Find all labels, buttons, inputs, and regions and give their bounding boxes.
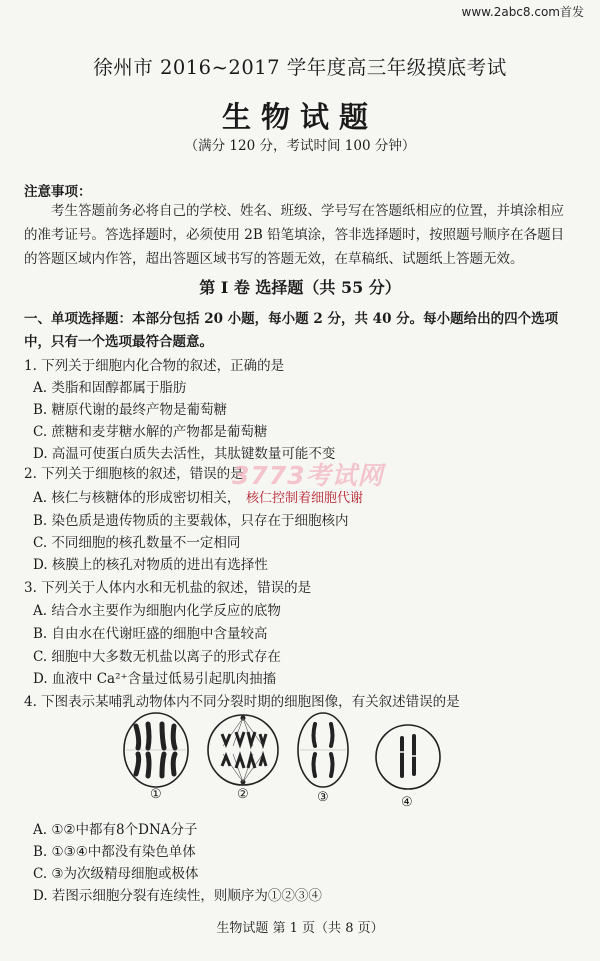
question-4-option-c: C. ③为次级精母细胞或极体 xyxy=(33,866,199,882)
question-3-option-a: A. 结合水主要作为细胞内化学反应的底物 xyxy=(33,603,281,619)
notes-body: 考生答题前务必将自己的学校、姓名、班级、学号写在答题纸相应的位置，并填涂相应的准考证号。答选择题时，必须使用 2B 铅笔填涂，答非选择题时，按照题号顺序在各题目的答题区域内作答，超出答题区域书写的答题无效，在草稿纸、试题纸上答题无效。 xyxy=(24,203,565,267)
question-3-option-b: B. 自由水在代谢旺盛的细胞中含量较高 xyxy=(33,626,268,642)
cell-4-figure xyxy=(376,725,440,789)
question-2-option-a: A. 核仁与核糖体的形成密切相关， xyxy=(33,490,241,506)
question-1-option-d: D. 高温可使蛋白质失去活性，其肽键数量可能不变 xyxy=(33,446,336,462)
question-4-option-b: B. ①③④中都没有染色单体 xyxy=(33,844,196,860)
notes-heading: 注意事项： xyxy=(24,184,92,200)
exam-title: 徐州市 2016~2017 学年度高三年级摸底考试 xyxy=(93,56,507,79)
subject-title: 生物试题 xyxy=(221,100,378,134)
question-3-stem: 3. 下列关于人体内水和无机盐的叙述，错误的是 xyxy=(24,580,312,596)
question-1-option-c: C. 蔗糖和麦芽糖水解的产物都是葡萄糖 xyxy=(33,424,268,440)
watermark-logo: 3773考试网 xyxy=(232,461,384,490)
question-2-option-d: D. 核膜上的核孔对物质的进出有选择性 xyxy=(33,557,268,573)
question-2-stem: 2. 下列关于细胞核的叙述，错误的是 xyxy=(24,466,244,482)
watermark-url: www.2abc8.com首发 xyxy=(461,5,584,19)
cell-2-figure xyxy=(208,715,278,785)
question-4-stem: 4. 下图表示某哺乳动物体内不同分裂时期的细胞图像，有关叙述错误的是 xyxy=(24,694,460,710)
score-info: （满分 120 分，考试时间 100 分钟） xyxy=(184,138,416,154)
part-title: 第 I 卷 选择题（共 55 分） xyxy=(199,278,401,297)
question-2-option-c: C. 不同细胞的核孔数量不一定相同 xyxy=(33,535,241,551)
question-4-option-a: A. ①②中都有8个DNA分子 xyxy=(33,822,198,838)
question-1-stem: 1. 下列关于细胞内化合物的叙述，正确的是 xyxy=(24,358,285,374)
figure-label-4: ④ xyxy=(401,795,413,810)
figure-label-2: ② xyxy=(237,787,249,802)
question-1-option-b: B. 糖原代谢的最终产物是葡萄糖 xyxy=(33,402,228,418)
question-3-option-d: D. 血液中 Ca²⁺含量过低易引起肌肉抽搐 xyxy=(33,671,277,687)
question-1-option-a: A. 类脂和固醇都属于脂肪 xyxy=(33,380,187,396)
cell-3-figure xyxy=(298,713,348,787)
question-2-option-b: B. 染色质是遗传物质的主要载体，只存在于细胞核内 xyxy=(33,513,349,529)
section-instructions: 一、单项选择题：本部分包括 20 小题，每小题 2 分，共 40 分。每小题给出的四个选项中，只有一个选项最符合题意。 xyxy=(24,311,559,350)
question-3-option-c: C. 细胞中大多数无机盐以离子的形式存在 xyxy=(33,649,281,665)
figure-label-3: ③ xyxy=(317,790,329,805)
question-2-annotation: 核仁控制着细胞代谢 xyxy=(246,491,364,506)
cell-division-diagram xyxy=(118,712,448,817)
figure-label-1: ① xyxy=(150,787,162,802)
question-4-option-d: D. 若图示细胞分裂有连续性，则顺序为①②③④ xyxy=(33,888,322,904)
cell-1-figure xyxy=(124,713,188,787)
page-footer: 生物试题 第 1 页（共 8 页） xyxy=(216,921,384,936)
